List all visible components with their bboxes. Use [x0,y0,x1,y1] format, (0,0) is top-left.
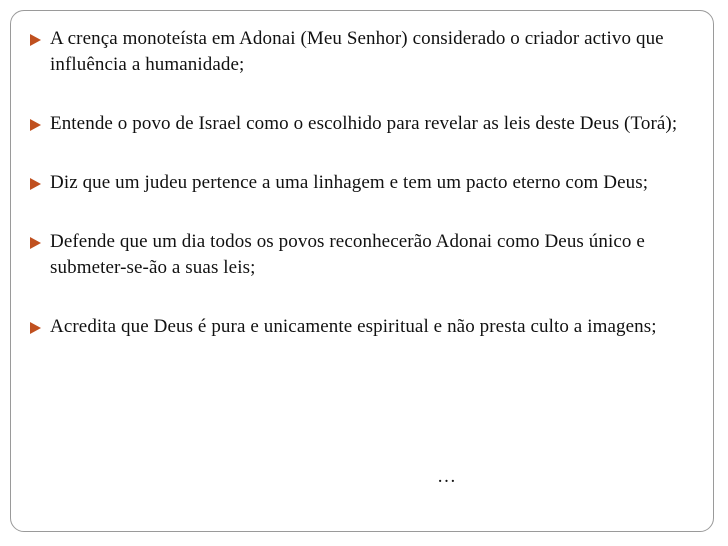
bullet-list [25,26,715,373]
slide-frame [10,10,714,532]
triangle-bullet-icon [30,178,41,190]
bullet-text: Entende o povo de Israel como o escolhido para revelar as leis deste Deus (Torá); [50,113,678,134]
bullet-text: Acredita que Deus é pura e unicamente espiritual e não presta culto a imagens; [50,316,657,337]
list-item [25,314,715,340]
list-item [25,229,715,281]
triangle-bullet-icon [30,119,41,131]
list-item [25,170,715,196]
triangle-bullet-icon [30,322,41,334]
list-item [25,26,715,78]
bullet-text: Defende que um dia todos os povos reconhecerão Adonai como Deus único e submeter-se-ão a suas leis; [50,231,645,278]
bullet-text: Diz que um judeu pertence a uma linhagem e tem um pacto eterno com Deus; [50,172,649,193]
triangle-bullet-icon [30,34,41,46]
continuation-ellipsis: … [437,466,457,487]
list-item [25,111,715,137]
bullet-text: A crença monoteísta em Adonai (Meu Senhor) considerado o criador activo que influência a humanidade; [50,28,664,75]
triangle-bullet-icon [30,237,41,249]
